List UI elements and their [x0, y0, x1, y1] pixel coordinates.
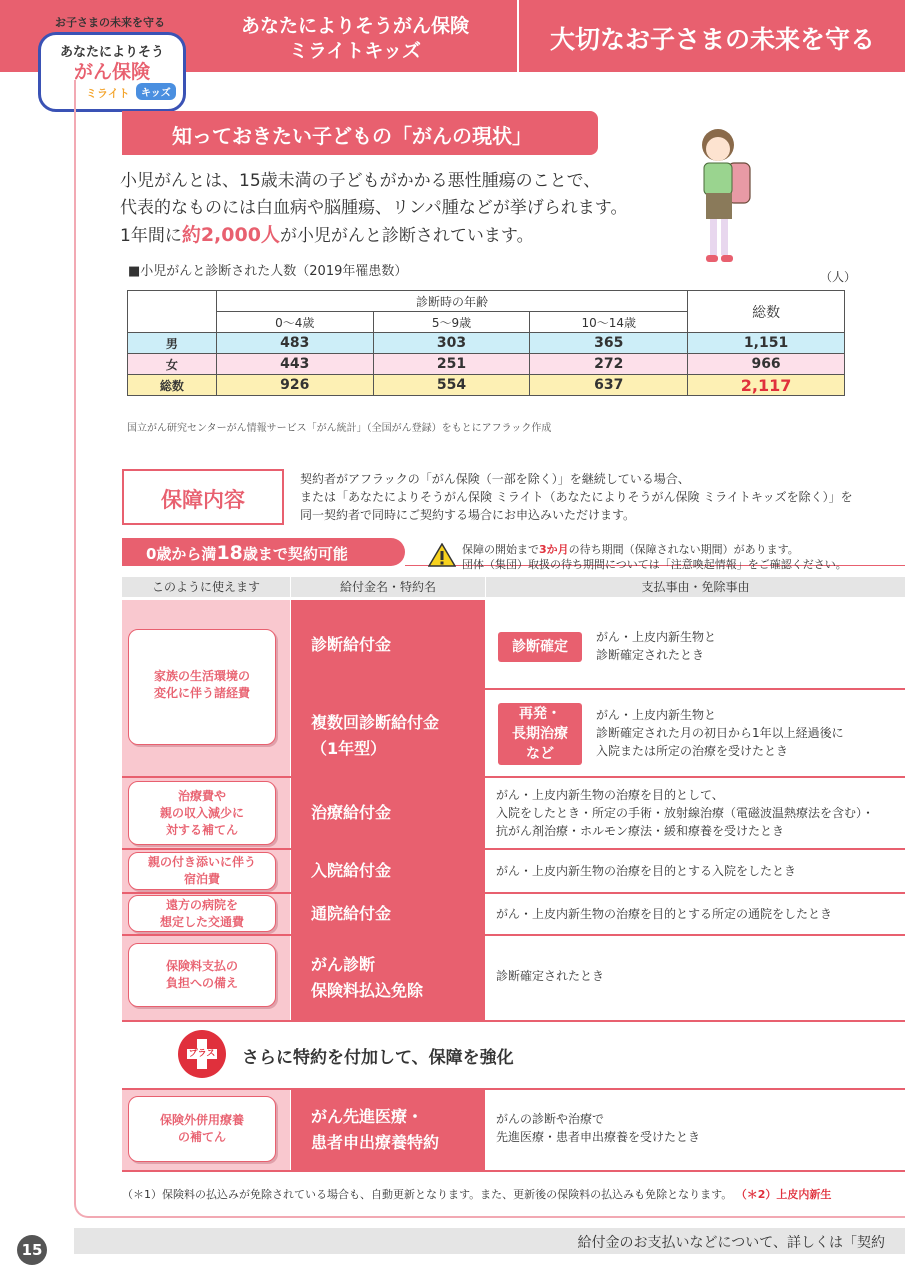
section-title: 知っておきたい子どもの「がんの現状」 [122, 111, 598, 155]
coverage-description: 契約者がアフラックの「がん保険（一部を除く）」を継続している場合、 または「あなたによりそうがん保険 ミライト（あなたによりそうがん保険 ミライトキッズを除く）」を 同一契約者で同時にご契約する場合にお申込みいただけます。 [300, 472, 853, 522]
table-source: 国立がん研究センターがん情報サービス「がん統計」（全国がん登録）をもとにアフラック作成 [127, 423, 552, 434]
row-divider [122, 1020, 905, 1022]
table-row: 男 483 303 365 1,151 [128, 333, 845, 354]
table-row: 女 443 251 272 966 [128, 354, 845, 375]
badge-diagnosis: 診断確定 [498, 632, 582, 662]
reason-premium-waiver: 診断確定されたとき [486, 936, 905, 1020]
cancer-stats-table [127, 290, 845, 396]
footnote: （＊1）保険料の払込みが免除されている場合も、自動更新となります。また、更新後の保険料の払込みも免除となります。 （＊2）上皮内新生 [122, 1188, 832, 1201]
bottom-bar: 給付金のお支払いなどについて、詳しくは「契約 [74, 1228, 905, 1254]
table-unit: （人） [820, 270, 857, 284]
plus-icon: プラス [178, 1030, 226, 1078]
benefit-premium-waiver: がん診断 保険料払込免除 [291, 936, 485, 1020]
use-uninsured-treatment: 保険外併用療養 の補てん [128, 1096, 276, 1162]
benefit-treatment: 治療給付金 [291, 778, 485, 848]
warning-icon [428, 543, 456, 567]
use-family-expenses: 家族の生活環境の 変化に伴う諸経費 [128, 629, 276, 745]
row-divider [122, 1170, 905, 1172]
page-number: 15 [17, 1235, 47, 1265]
benefit-advanced-medical-rider: がん先進医療・ 患者申出療養特約 [291, 1090, 485, 1170]
waiting-period-notice: 保障の開始まで3か月の待ち期間（保障されない期間）があります。 団体（集団）取扱の待ち期間については「注意喚起情報」をご確認ください。 [462, 543, 847, 571]
plus-heading: さらに特約を付加して、保障を強化 [242, 1048, 514, 1068]
logo-badge: あなたによりそう がん保険 ミライト キッズ [38, 32, 186, 112]
reason-outpatient: がん・上皮内新生物の治療を目的とする所定の通院をしたとき [486, 894, 905, 934]
highlight-count: 約2,000人 [181, 224, 280, 246]
logo-tagline: お子さまの未来を守る [55, 16, 165, 29]
total-header: 総数 [688, 291, 845, 333]
benefit-diagnosis: 診断給付金 [291, 600, 485, 688]
table-header-row [128, 291, 845, 312]
benefit-hospitalization: 入院給付金 [291, 850, 485, 892]
coverage-title-box: 保障内容 [122, 469, 284, 525]
column-header-use: このように使えます [122, 577, 290, 597]
benefit-multi-diagnosis: 複数回診断給付金 （1年型） [291, 690, 485, 776]
badge-recurrence: 再発・ 長期治療 など [498, 703, 582, 765]
reason-treatment: がん・上皮内新生物の治療を目的として、 入院をしたとき・所定の手術・放射線治療（電磁波温熱療法を含む）・ 抗がん剤治療・ホルモン療法・緩和療養を受けたとき [486, 778, 905, 848]
reason-multi-diagnosis: 再発・ 長期治療 など がん・上皮内新生物と 診断確定された月の初日から1年以上経過後に 入院または所定の治療を受けたとき [486, 690, 905, 776]
benefit-outpatient: 通院給付金 [291, 894, 485, 934]
reason-hospitalization: がん・上皮内新生物の治療を目的とする入院をしたとき [486, 850, 905, 892]
column-header-benefit: 給付金名・特約名 [291, 577, 485, 597]
reason-advanced-medical: がんの診断や治療で 先進医療・患者申出療養を受けたとき [486, 1090, 905, 1170]
column-header-reason: 支払事由・免除事由 [486, 577, 905, 597]
table-subheader-row: 0〜4歳 5〜9歳 10〜14歳 [128, 312, 845, 333]
girl-illustration [690, 125, 760, 270]
use-premium-burden: 保険料支払の 負担への備え [128, 943, 276, 1007]
intro-text: 小児がんとは、15歳未満の子どもがかかる悪性腫瘍のことで、 代表的なものには白血病や脳腫瘍、リンパ腫などが挙げられます。 1年間に約2,000人が小児がんと診断されています。 [120, 171, 628, 246]
use-lodging: 親の付き添いに伴う 宿泊費 [128, 852, 276, 890]
age-range-banner: 0歳から満18歳まで契約可能 [122, 538, 405, 566]
reason-diagnosis: 診断確定 がん・上皮内新生物と 診断確定されたとき [486, 600, 905, 688]
use-treatment-compensation: 治療費や 親の収入減少に 対する補てん [128, 781, 276, 845]
table-caption: ■小児がんと診断された人数（2019年罹患数） [128, 264, 408, 279]
use-transport: 遠方の病院を 想定した交通費 [128, 895, 276, 932]
header-divider [517, 0, 519, 72]
product-title: あなたによりそうがん保険 ミライトキッズ [240, 15, 469, 62]
header-slogan: 大切なお子さまの未来を守る [549, 25, 875, 54]
table-row: 総数 926 554 637 2,117 [128, 375, 845, 396]
age-header: 診断時の年齢 [216, 291, 687, 312]
